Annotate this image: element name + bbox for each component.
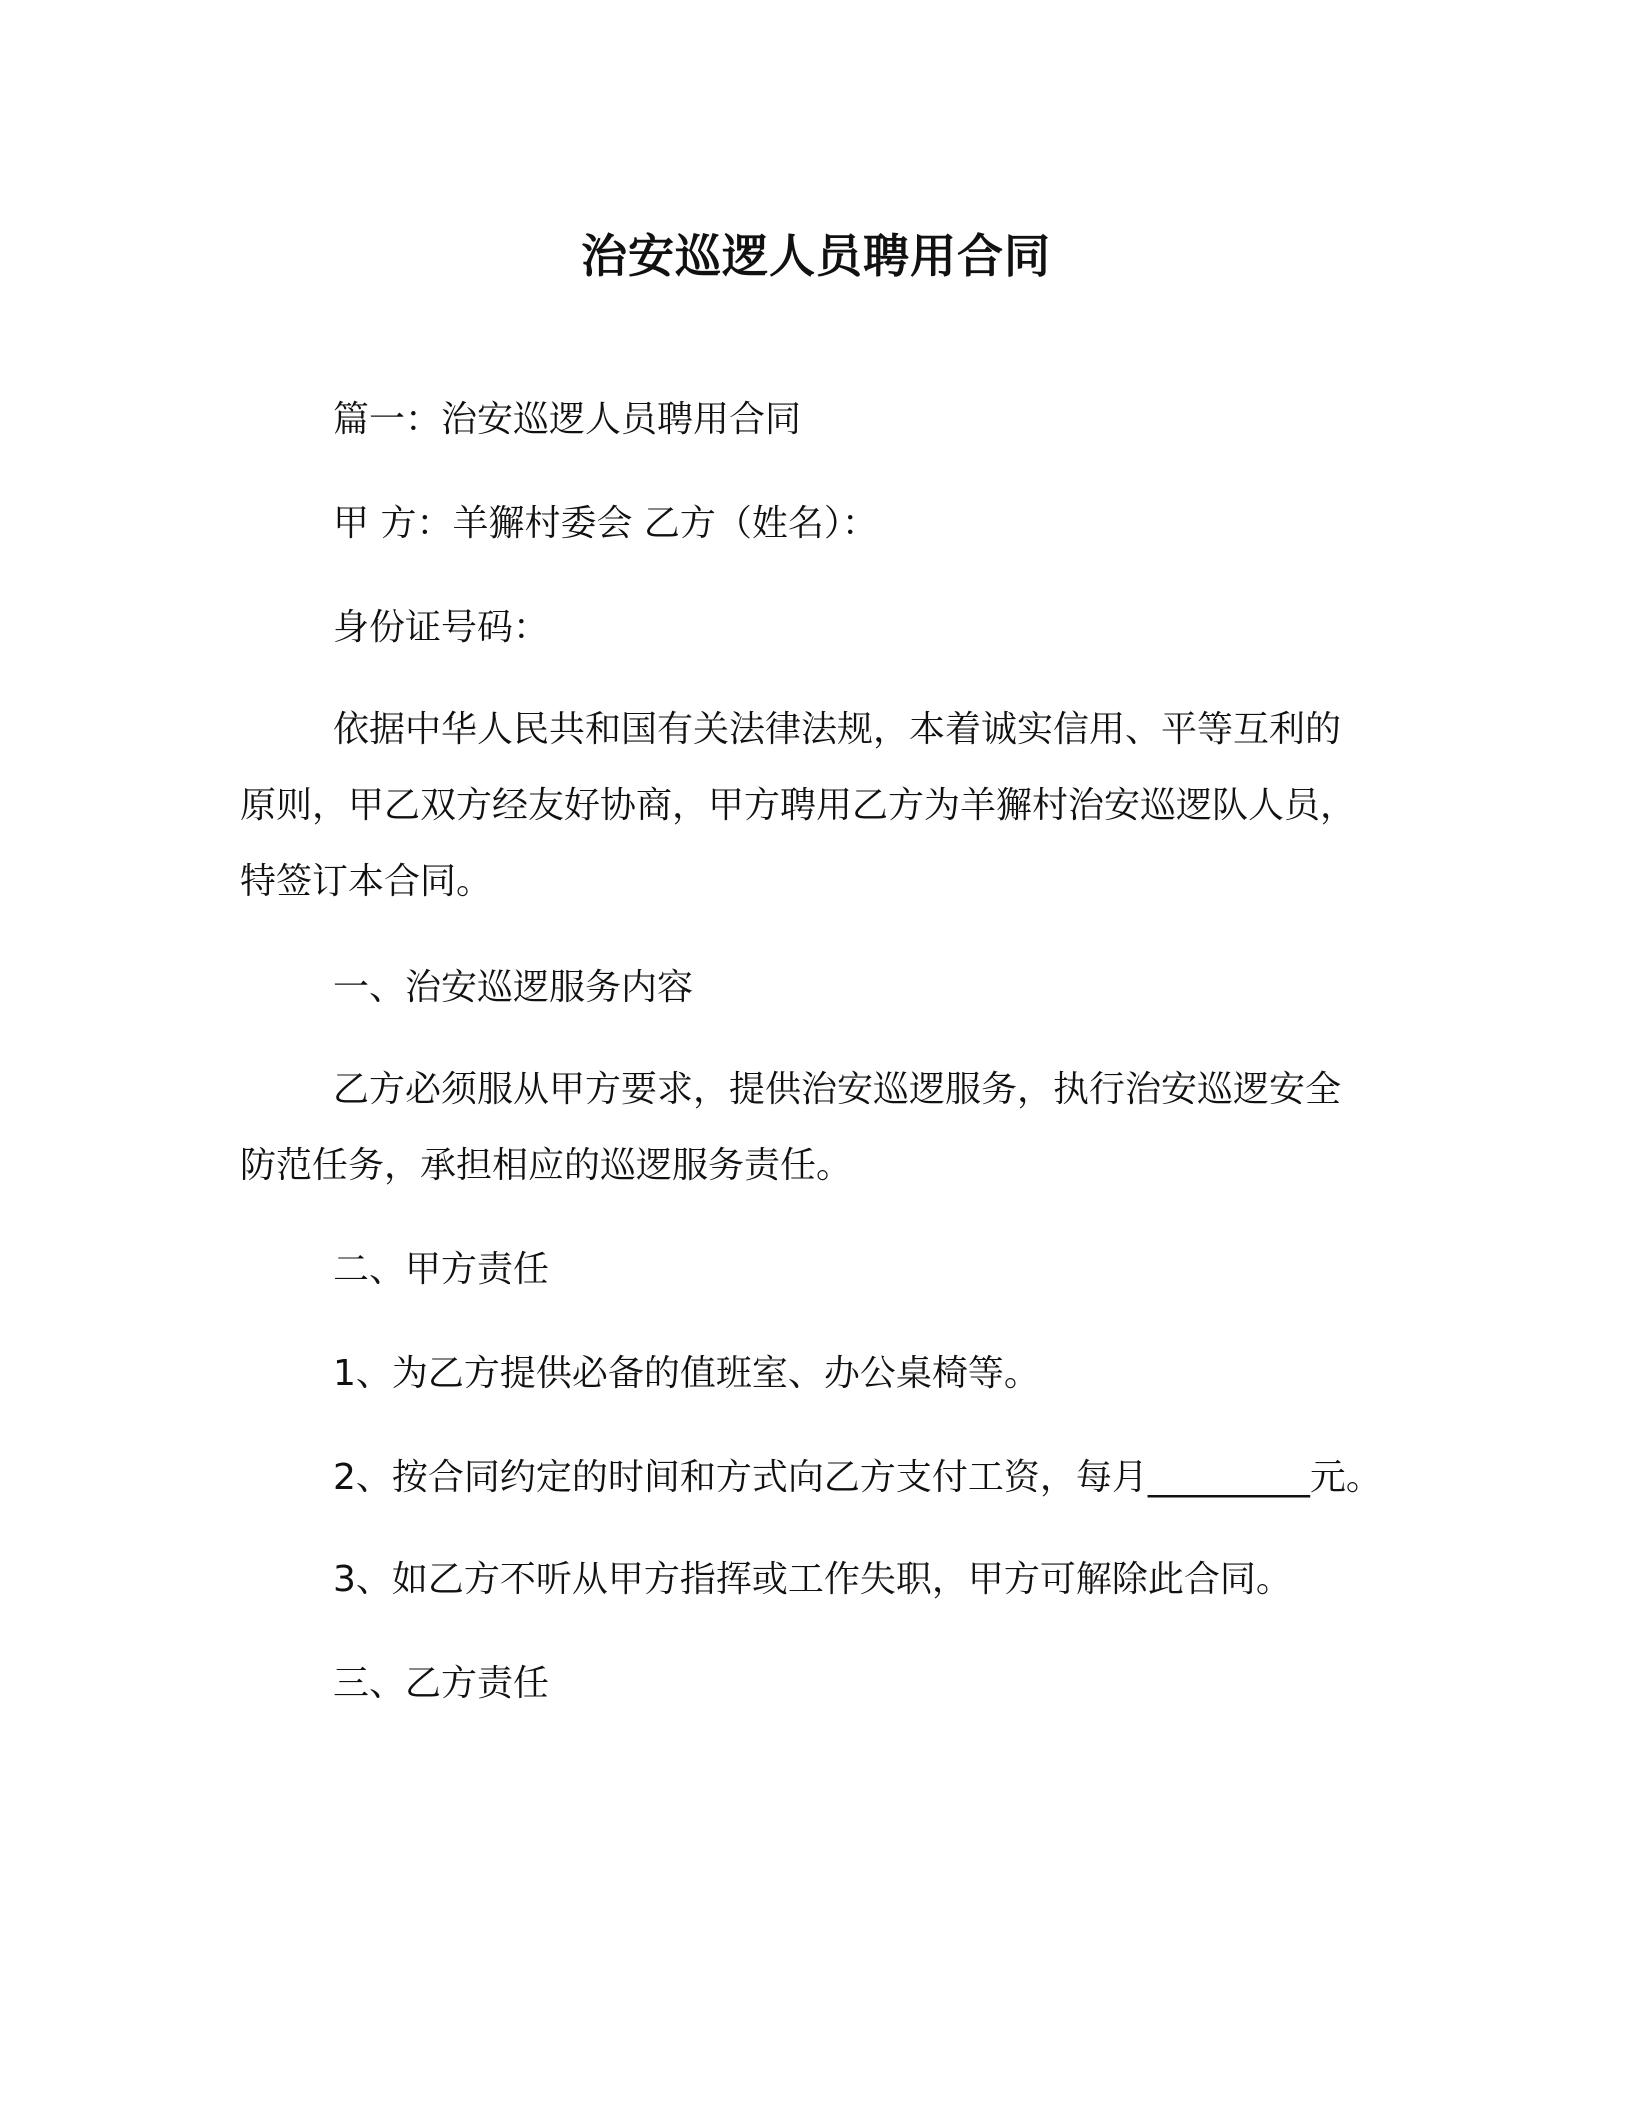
paragraph-line: 依据中华人民共和国有关法律法规，本着诚实信用、平等互利的 [333,709,1342,750]
section-heading: 篇一：治安巡逻人员聘用合同 [333,399,802,440]
list-item: 2、按合同约定的时间和方式向乙方支付工资，每月_________元。 [333,1457,1382,1498]
party-line: 甲 方：羊獬村委会 乙方（姓名）： [333,503,878,544]
section-heading: 一、治安巡逻服务内容 [333,967,694,1008]
section-heading: 三、乙方责任 [333,1663,550,1704]
paragraph-line: 防范任务，承担相应的巡逻服务责任。 [240,1145,853,1186]
paragraph-line: 原则，甲乙双方经友好协商，甲方聘用乙方为羊獬村治安巡逻队人员， [240,785,1357,826]
paragraph-line: 乙方必须服从甲方要求，提供治安巡逻服务，执行治安巡逻安全 [333,1069,1342,1110]
paragraph-line: 特签订本合同。 [240,861,493,902]
id-number-line: 身份证号码： [333,607,550,648]
section-heading: 二、甲方责任 [333,1249,550,1290]
document-title: 治安巡逻人员聘用合同 [581,229,1051,283]
list-item: 3、如乙方不听从甲方指挥或工作失职，甲方可解除此合同。 [333,1559,1292,1600]
list-item: 1、为乙方提供必备的值班室、办公桌椅等。 [333,1353,1040,1394]
